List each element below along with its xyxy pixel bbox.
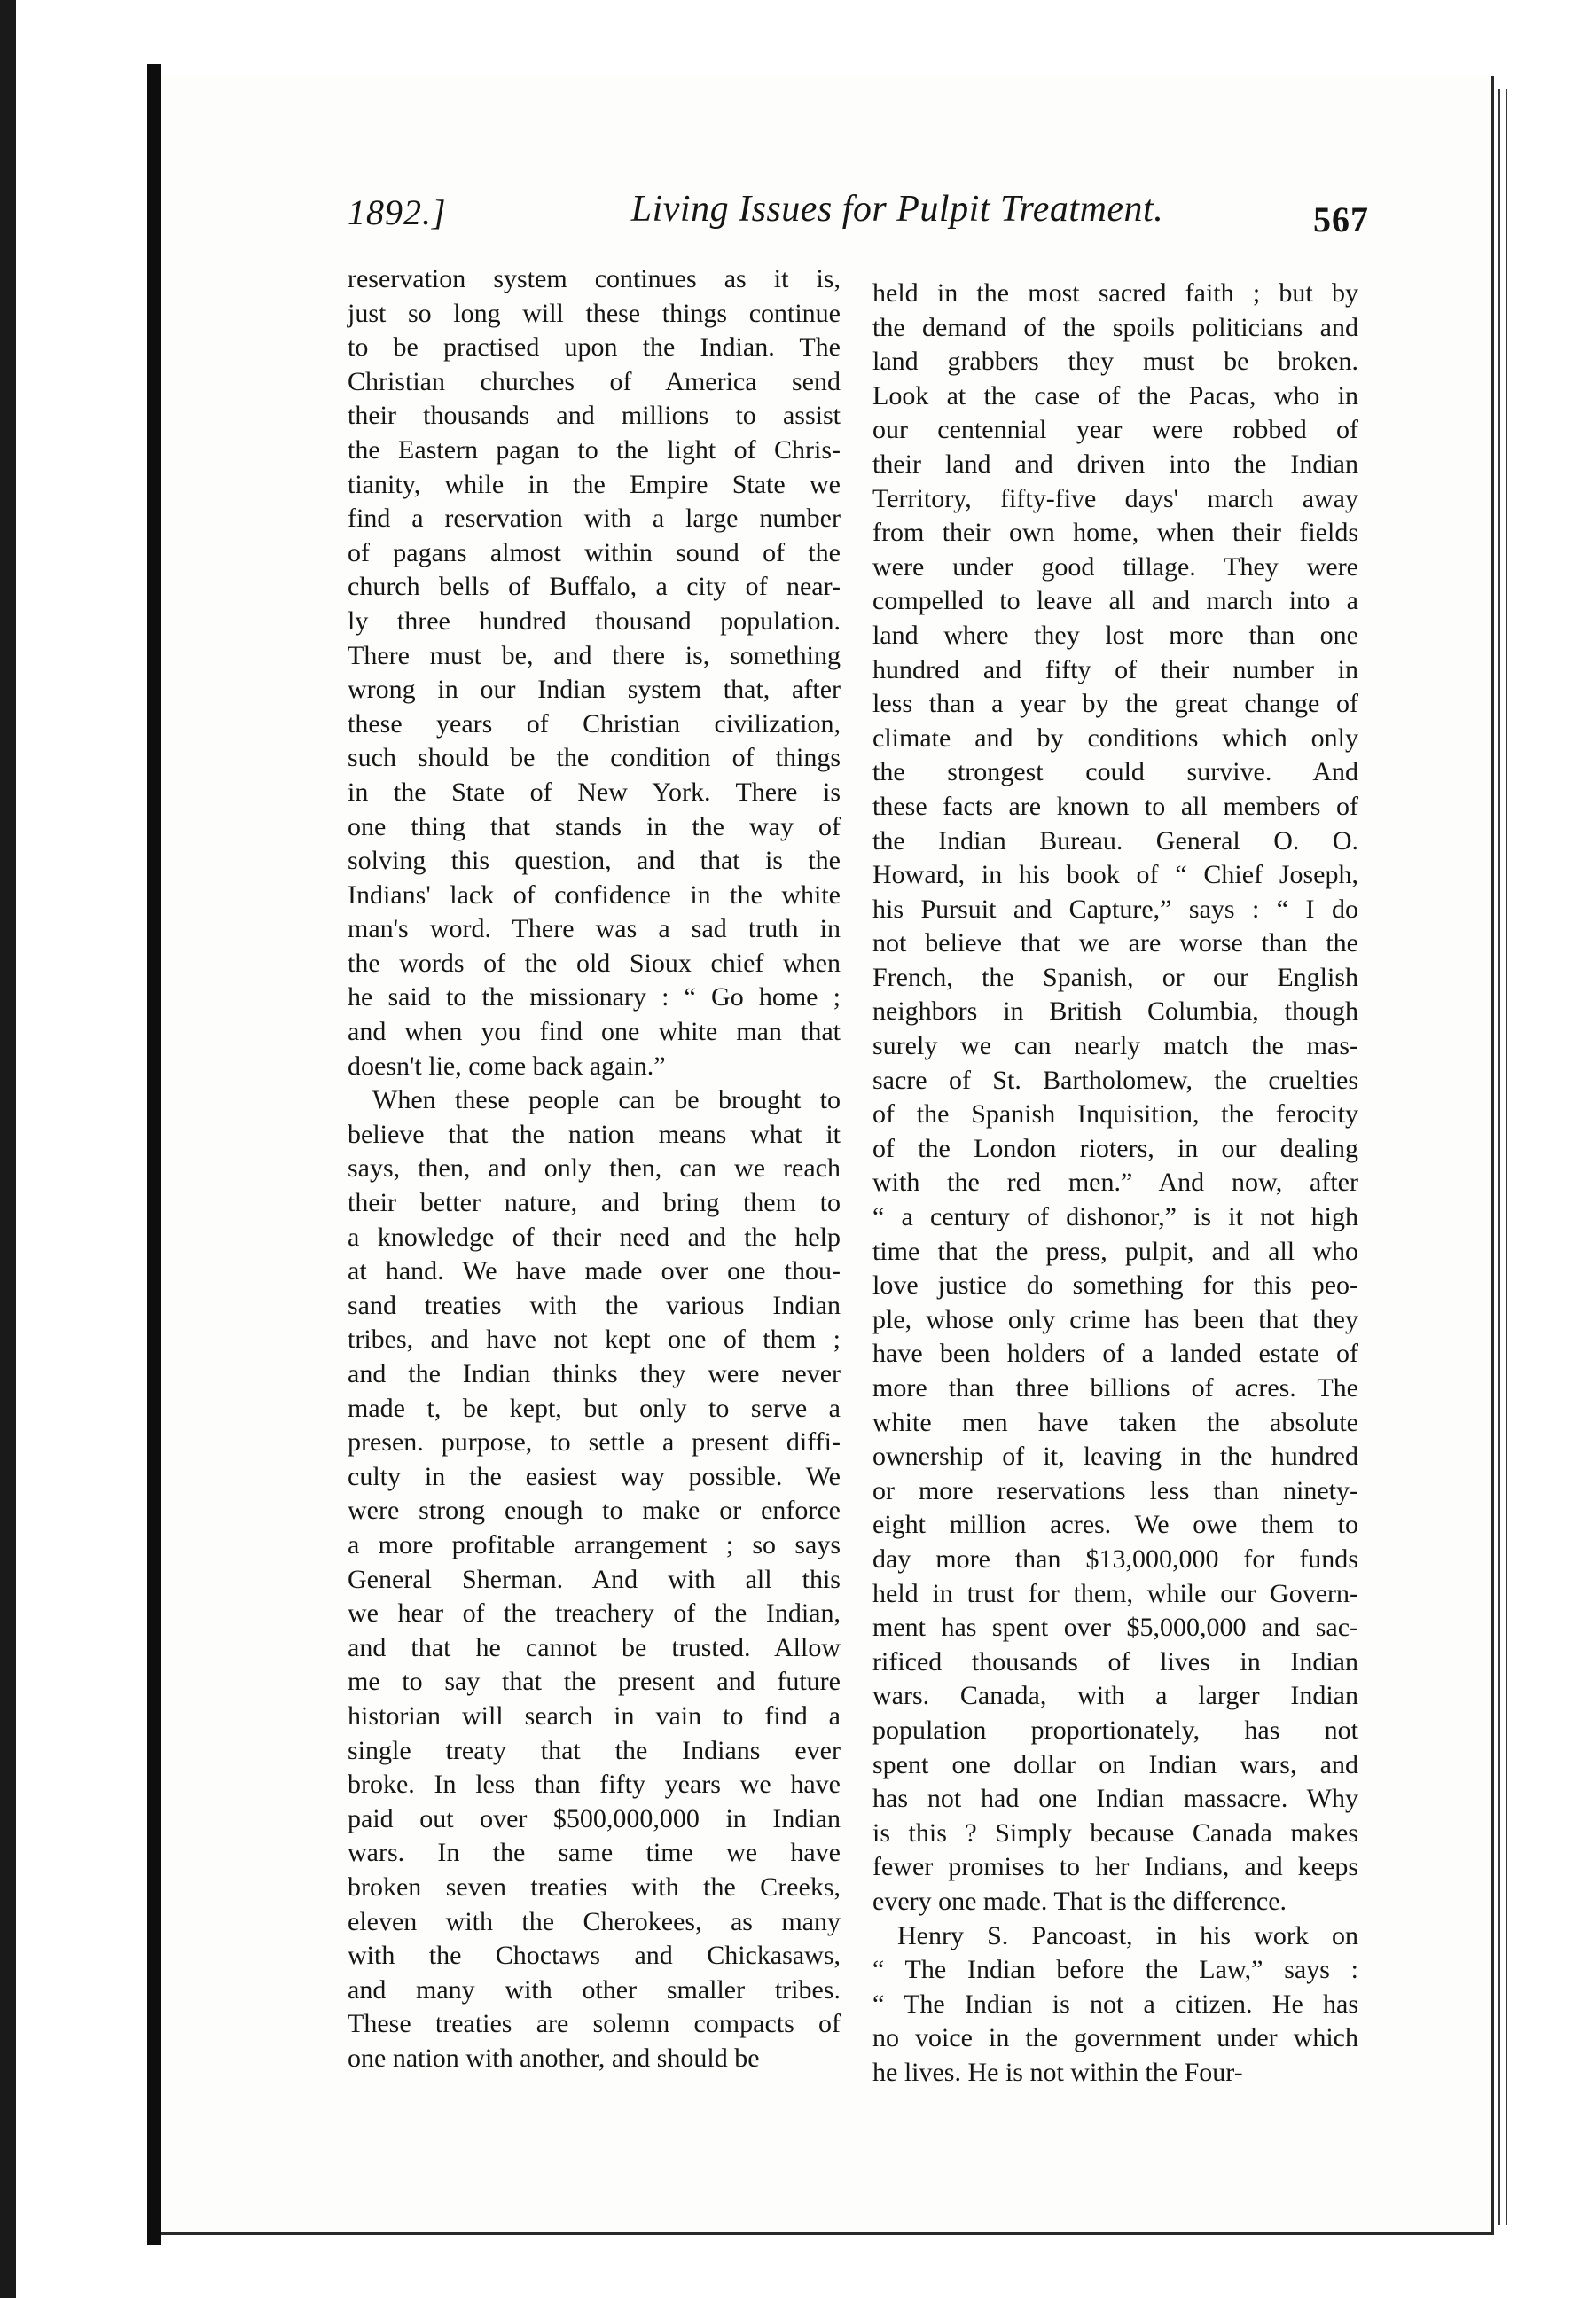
text-line: less than a year by the great change of bbox=[872, 689, 1358, 719]
text-line: Henry S. Pancoast, in his work on bbox=[897, 1920, 1358, 1950]
text-line: Howard, in his book of “ Chief Joseph, bbox=[872, 860, 1358, 890]
previous-page-edge bbox=[0, 0, 35, 2298]
page-number: 567 bbox=[1313, 199, 1369, 239]
text-line: a more profitable arrangement ; so says bbox=[348, 1529, 841, 1559]
text-line: believe that the nation means what it bbox=[348, 1119, 841, 1149]
running-head-title: Living Issues for Pulpit Treatment. bbox=[630, 189, 1164, 230]
text-line: he said to the missionary : “ Go home ; bbox=[348, 982, 841, 1012]
text-line: eight million acres. We owe them to bbox=[872, 1510, 1358, 1540]
text-line: presen. purpose, to settle a present diffi- bbox=[348, 1427, 841, 1458]
text-line: When these people can be brought to bbox=[372, 1085, 841, 1115]
page-stack-edge bbox=[1498, 89, 1507, 2225]
text-line: time that the press, pulpit, and all who bbox=[872, 1236, 1358, 1266]
text-line: white men have taken the absolute bbox=[872, 1407, 1358, 1437]
text-line: neighbors in British Columbia, though bbox=[872, 997, 1358, 1027]
text-line: me to say that the present and future bbox=[348, 1667, 841, 1697]
text-line: not believe that we are worse than the bbox=[872, 928, 1358, 958]
text-line: held in trust for them, while our Govern- bbox=[872, 1578, 1358, 1608]
text-line: has not had one Indian massacre. Why bbox=[872, 1784, 1358, 1814]
text-line: solving this question, and that is the bbox=[348, 846, 841, 876]
text-line: his Pursuit and Capture,” says : “ I do bbox=[872, 894, 1358, 924]
text-line: tribes, and have not kept one of them ; bbox=[348, 1325, 841, 1355]
text-line: in the State of New York. There is bbox=[348, 777, 841, 807]
text-line: the Eastern pagan to the light of Chris- bbox=[348, 434, 841, 465]
text-line: wars. In the same time we have bbox=[348, 1838, 841, 1868]
text-line: of the Spanish Inquisition, the ferocity bbox=[872, 1099, 1358, 1129]
left-text-column bbox=[348, 262, 841, 2075]
text-line: doesn't lie, come back again.” bbox=[348, 1051, 666, 1081]
text-line: such should be the condition of things bbox=[348, 743, 841, 773]
text-line: a knowledge of their need and the help bbox=[348, 1222, 841, 1252]
text-line: says, then, and only then, can we reach bbox=[348, 1153, 841, 1184]
text-line: and many with other smaller tribes. bbox=[348, 1974, 841, 2005]
text-line: these facts are known to all members of bbox=[872, 791, 1358, 821]
right-text-column bbox=[872, 277, 1358, 2090]
text-line: single treaty that the Indians ever bbox=[348, 1735, 841, 1765]
text-line: one thing that stands in the way of bbox=[348, 811, 841, 841]
text-line: surely we can nearly match the mas- bbox=[872, 1031, 1358, 1061]
text-line: from their own home, when their fields bbox=[872, 518, 1358, 548]
text-line: “ The Indian is not a citizen. He has bbox=[872, 1989, 1358, 2019]
running-head bbox=[348, 188, 1369, 241]
text-line: “ a century of dishonor,” is it not high bbox=[872, 1202, 1358, 1232]
text-line: ment has spent over $5,000,000 and sac- bbox=[872, 1613, 1358, 1643]
text-line: just so long will these things continue bbox=[348, 298, 841, 328]
text-line: General Sherman. And with all this bbox=[348, 1564, 841, 1594]
text-line: Indians' lack of confidence in the white bbox=[348, 879, 841, 910]
text-line: culty in the easiest way possible. We bbox=[348, 1461, 841, 1491]
text-line: day more than $13,000,000 for funds bbox=[872, 1544, 1358, 1574]
text-line: fewer promises to her Indians, and keeps bbox=[872, 1852, 1358, 1882]
text-line: these years of Christian civilization, bbox=[348, 708, 841, 739]
text-line: have been holders of a landed estate of bbox=[872, 1339, 1358, 1369]
text-line: were strong enough to make or enforce bbox=[348, 1496, 841, 1526]
text-line: French, the Spanish, or our English bbox=[872, 962, 1358, 992]
text-line: and the Indian thinks they were never bbox=[348, 1359, 841, 1388]
text-line: we hear of the treachery of the Indian, bbox=[348, 1598, 841, 1629]
text-line: with the red men.” And now, after bbox=[872, 1168, 1358, 1198]
text-line: the words of the old Sioux chief when bbox=[348, 948, 841, 978]
text-line: Territory, fifty-five days' march away bbox=[872, 483, 1358, 513]
text-line: spent one dollar on Indian wars, and bbox=[872, 1749, 1358, 1779]
text-line: of pagans almost within sound of the bbox=[348, 537, 841, 567]
text-line: church bells of Buffalo, a city of near- bbox=[348, 572, 841, 602]
text-line: is this ? Simply because Canada makes bbox=[872, 1817, 1358, 1848]
text-line: with the Choctaws and Chickasaws, bbox=[348, 1941, 841, 1971]
text-line: were under good tillage. They were bbox=[872, 551, 1358, 582]
text-line: Look at the case of the Pacas, who in bbox=[872, 380, 1358, 410]
text-line: land grabbers they must be broken. bbox=[872, 347, 1358, 377]
text-line: There must be, and there is, something bbox=[348, 640, 841, 670]
text-line: at hand. We have made over one thou- bbox=[348, 1256, 841, 1286]
text-line: These treaties are solemn compacts of bbox=[348, 2009, 841, 2039]
text-line: climate and by conditions which only bbox=[872, 723, 1358, 753]
text-line: their thousands and millions to assist bbox=[348, 401, 841, 431]
text-line: to be practised upon the Indian. The bbox=[348, 332, 841, 363]
text-line: sacre of St. Bartholomew, the cruelties bbox=[872, 1065, 1358, 1095]
text-line: wars. Canada, with a larger Indian bbox=[872, 1681, 1358, 1711]
text-line: and that he cannot be trusted. Allow bbox=[348, 1632, 841, 1662]
text-line: historian will search in vain to find a bbox=[348, 1700, 841, 1731]
text-line: their better nature, and bring them to bbox=[348, 1188, 841, 1218]
text-line: our centennial year were robbed of bbox=[872, 415, 1358, 445]
text-line: man's word. There was a sad truth in bbox=[348, 914, 841, 944]
text-line: ly three hundred thousand population. bbox=[348, 606, 841, 636]
text-line: land where they lost more than one bbox=[872, 620, 1358, 650]
text-line: Christian churches of America send bbox=[348, 366, 841, 396]
text-line: tianity, while in the Empire State we bbox=[348, 469, 841, 499]
text-line: “ The Indian before the Law,” says : bbox=[872, 1955, 1358, 1985]
text-line: one nation with another, and should be bbox=[348, 2043, 760, 2073]
text-line: no voice in the government under which bbox=[872, 2023, 1358, 2053]
text-line: and when you find one white man that bbox=[348, 1017, 841, 1047]
text-line: the demand of the spoils politicians and bbox=[872, 312, 1358, 342]
text-line: sand treaties with the various Indian bbox=[348, 1290, 841, 1320]
text-line: every one made. That is the difference. bbox=[872, 1886, 1287, 1916]
text-line: made t, be kept, but only to serve a bbox=[348, 1393, 841, 1423]
text-line: their land and driven into the Indian bbox=[872, 449, 1358, 479]
text-line: compelled to leave all and march into a bbox=[872, 586, 1358, 616]
text-line: wrong in our Indian system that, after bbox=[348, 675, 841, 705]
text-line: find a reservation with a large number bbox=[348, 504, 841, 534]
text-line: rificed thousands of lives in Indian bbox=[872, 1646, 1358, 1677]
text-line: population proportionately, has not bbox=[872, 1715, 1358, 1745]
text-line: eleven with the Cherokees, as many bbox=[348, 1906, 841, 1936]
text-line: reservation system continues as it is, bbox=[348, 264, 841, 293]
text-line: the strongest could survive. And bbox=[872, 757, 1358, 787]
text-line: paid out over $500,000,000 in Indian bbox=[348, 1803, 841, 1833]
text-line: or more reservations less than ninety- bbox=[872, 1475, 1358, 1505]
text-line: more than three billions of acres. The bbox=[872, 1373, 1358, 1403]
text-line: the Indian Bureau. General O. O. bbox=[872, 825, 1358, 856]
text-line: of the London rioters, in our dealing bbox=[872, 1133, 1358, 1163]
text-line: ple, whose only crime has been that they bbox=[872, 1304, 1358, 1334]
text-line: hundred and fifty of their number in bbox=[872, 654, 1358, 684]
text-line: love justice do something for this peo- bbox=[872, 1270, 1358, 1301]
text-line: broke. In less than fifty years we have bbox=[348, 1770, 841, 1800]
running-head-year: 1892.] bbox=[348, 192, 447, 232]
text-line: broken seven treaties with the Creeks, bbox=[348, 1872, 841, 1902]
book-spine-gutter bbox=[147, 64, 161, 2245]
text-line: ownership of it, leaving in the hundred bbox=[872, 1442, 1358, 1472]
text-line: he lives. He is not within the Four- bbox=[872, 2057, 1243, 2087]
text-line: held in the most sacred faith ; but by bbox=[872, 278, 1358, 308]
